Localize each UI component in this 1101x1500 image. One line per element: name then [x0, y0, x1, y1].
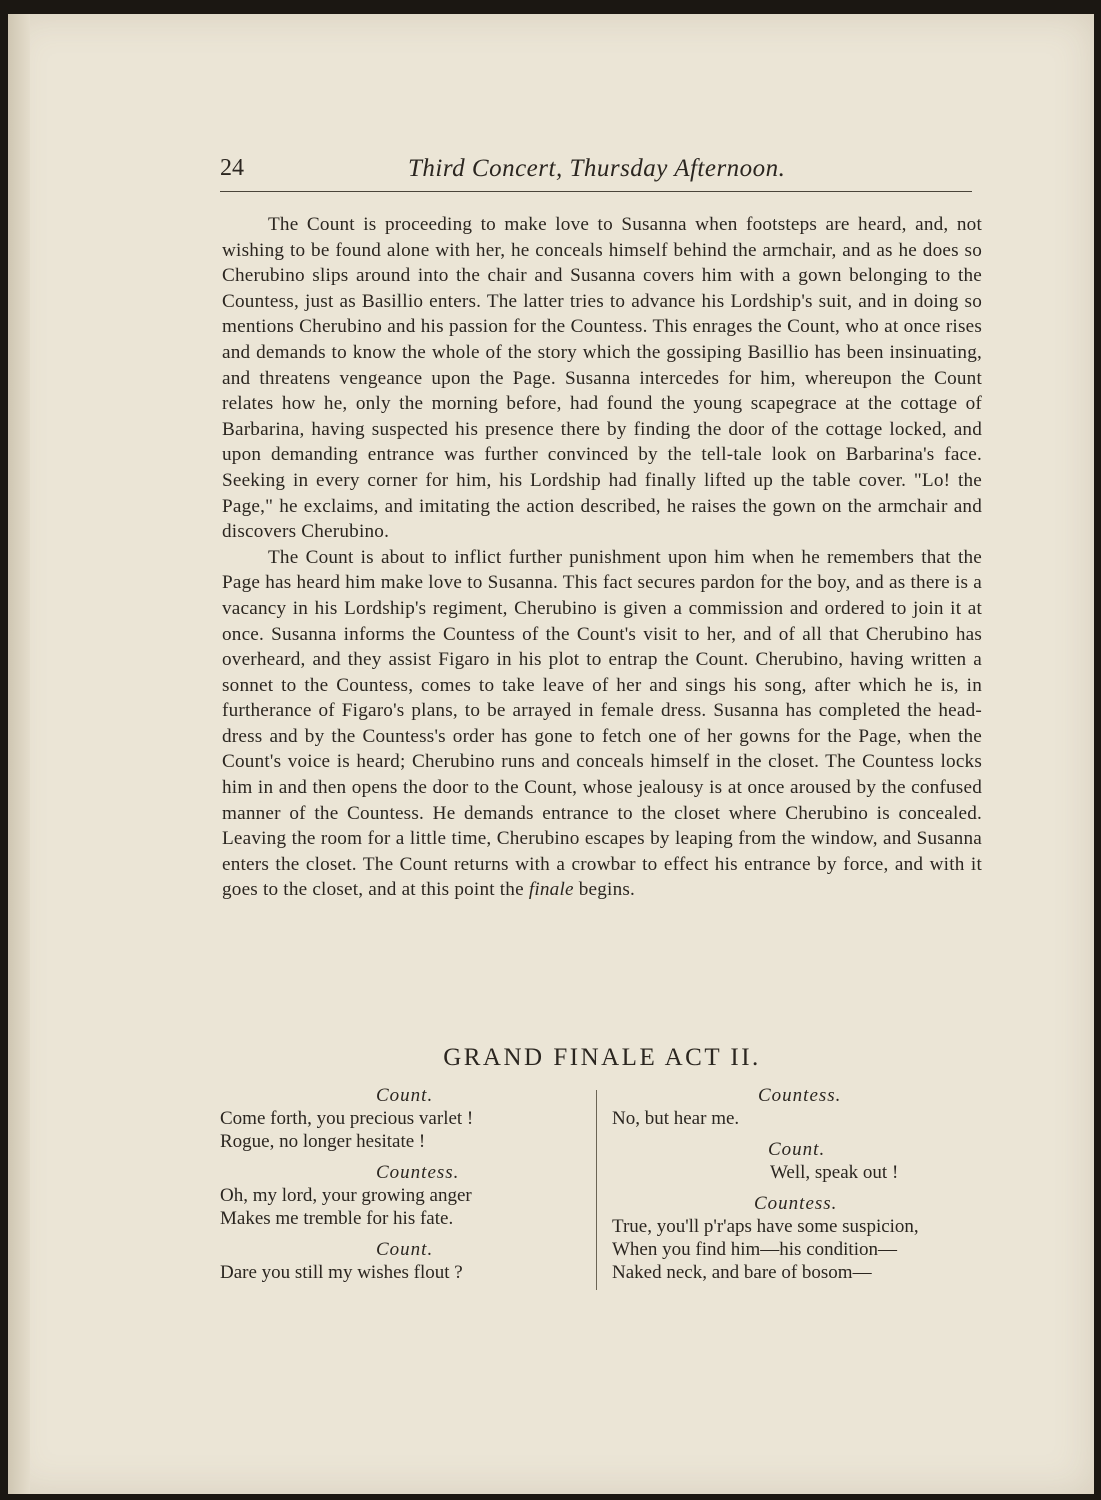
libretto-line: Well, speak out ! [770, 1162, 899, 1183]
speaker-label: Countess. [758, 1085, 842, 1106]
running-header [220, 151, 972, 192]
running-title: Third Concert, Thursday Afternoon. [408, 155, 786, 182]
libretto-line: Naked neck, and bare of bosom— [612, 1262, 872, 1283]
finale-heading: GRAND FINALE ACT II. [443, 1044, 761, 1071]
libretto-line: Oh, my lord, your growing anger [220, 1185, 472, 1206]
speaker-label: Count. [376, 1239, 434, 1260]
paragraph-1: The Count is proceeding to make love to Susanna when footsteps are heard, and, not wishing to be found alone with her, he conceals himself behind the armchair, and as he does so Cherubino slips around into the chair and Susanna covers him with a gown belonging to the Countess, just as Basillio enters. The latter tries to advance his Lordship's suit, and in doing so mentions Cherubino and his passion for the Countess. This enrages the Count, who at once rises and demands to know the whole of the story which the gossiping Basillio has been insinuating, and threatens vengeance upon the Page. Susanna intercedes for him, whereupon the Count relates how he, only the morning before, had found the young scapegrace at the cottage of Barbarina, having suspected his presence there by finding the door of the cottage locked, and upon demanding entrance was further convinced by the tell-tale look on Barbarina's face. Seeking in every corner for him, his Lordship had finally lifted up the table cover. "Lo! the Page," he exclaims, and imitating the action described, he raises the gown on the armchair and discovers Cherubino. [222, 214, 982, 543]
paragraph-2-text: The Count is about to inflict further punishment upon him when he remembers that the Page has heard him make love to Susanna. This fact secures pardon for the boy, and as there is a vacancy in his Lordship's regiment, Cherubino is given a commission and ordered to join it at once. Susanna informs the Countess of the Count's visit to her, and of all that Cherubino has overheard, and they assist Figaro in his plot to entrap the Count. Cherubino, having written a sonnet to the Countess, comes to take leave of her and sings his song, after which he is, in furtherance of Figaro's plans, to be arrayed in female dress. Susanna has completed the head-dress and by the Countess's order has gone to fetch one of her gowns for the Page, when the Count's voice is heard; Cherubino runs and conceals himself in the closet. The Countess locks him in and then opens the door to the Count, whose jealousy is at once aroused by the confused manner of the Countess. He demands entrance to the closet where Cherubino is concealed. Leaving the room for a little time, Cherubino escapes by leaping from the window, and Susanna enters the closet. The Count returns with a crowbar to effect his entrance by force, and with it goes to the closet, and at this point the [222, 546, 982, 901]
speaker-label: Count. [376, 1085, 434, 1106]
libretto-line: Makes me tremble for his fate. [220, 1208, 454, 1229]
libretto-line: True, you'll p'r'aps have some suspicion, [612, 1216, 919, 1237]
libretto-line: Dare you still my wishes flout ? [220, 1262, 463, 1283]
speaker-label: Count. [768, 1139, 826, 1160]
libretto-line: Rogue, no longer hesitate ! [220, 1131, 426, 1152]
libretto-line: No, but hear me. [612, 1108, 740, 1129]
page-gutter [8, 14, 30, 1494]
finale-word: finale [528, 879, 574, 901]
document-page [8, 14, 1094, 1494]
speaker-label: Countess. [754, 1193, 838, 1214]
libretto-line: When you find him—his condition— [612, 1239, 897, 1260]
paragraph-2 [222, 545, 982, 903]
paragraph-2-end: begins. [573, 879, 636, 901]
page-number: 24 [220, 155, 244, 181]
speaker-label: Countess. [376, 1162, 460, 1183]
libretto-left-column [220, 1084, 590, 1284]
libretto-right-column [612, 1084, 992, 1284]
column-divider [596, 1090, 597, 1290]
synopsis-text [222, 212, 982, 903]
libretto-line: Come forth, you precious varlet ! [220, 1108, 474, 1129]
